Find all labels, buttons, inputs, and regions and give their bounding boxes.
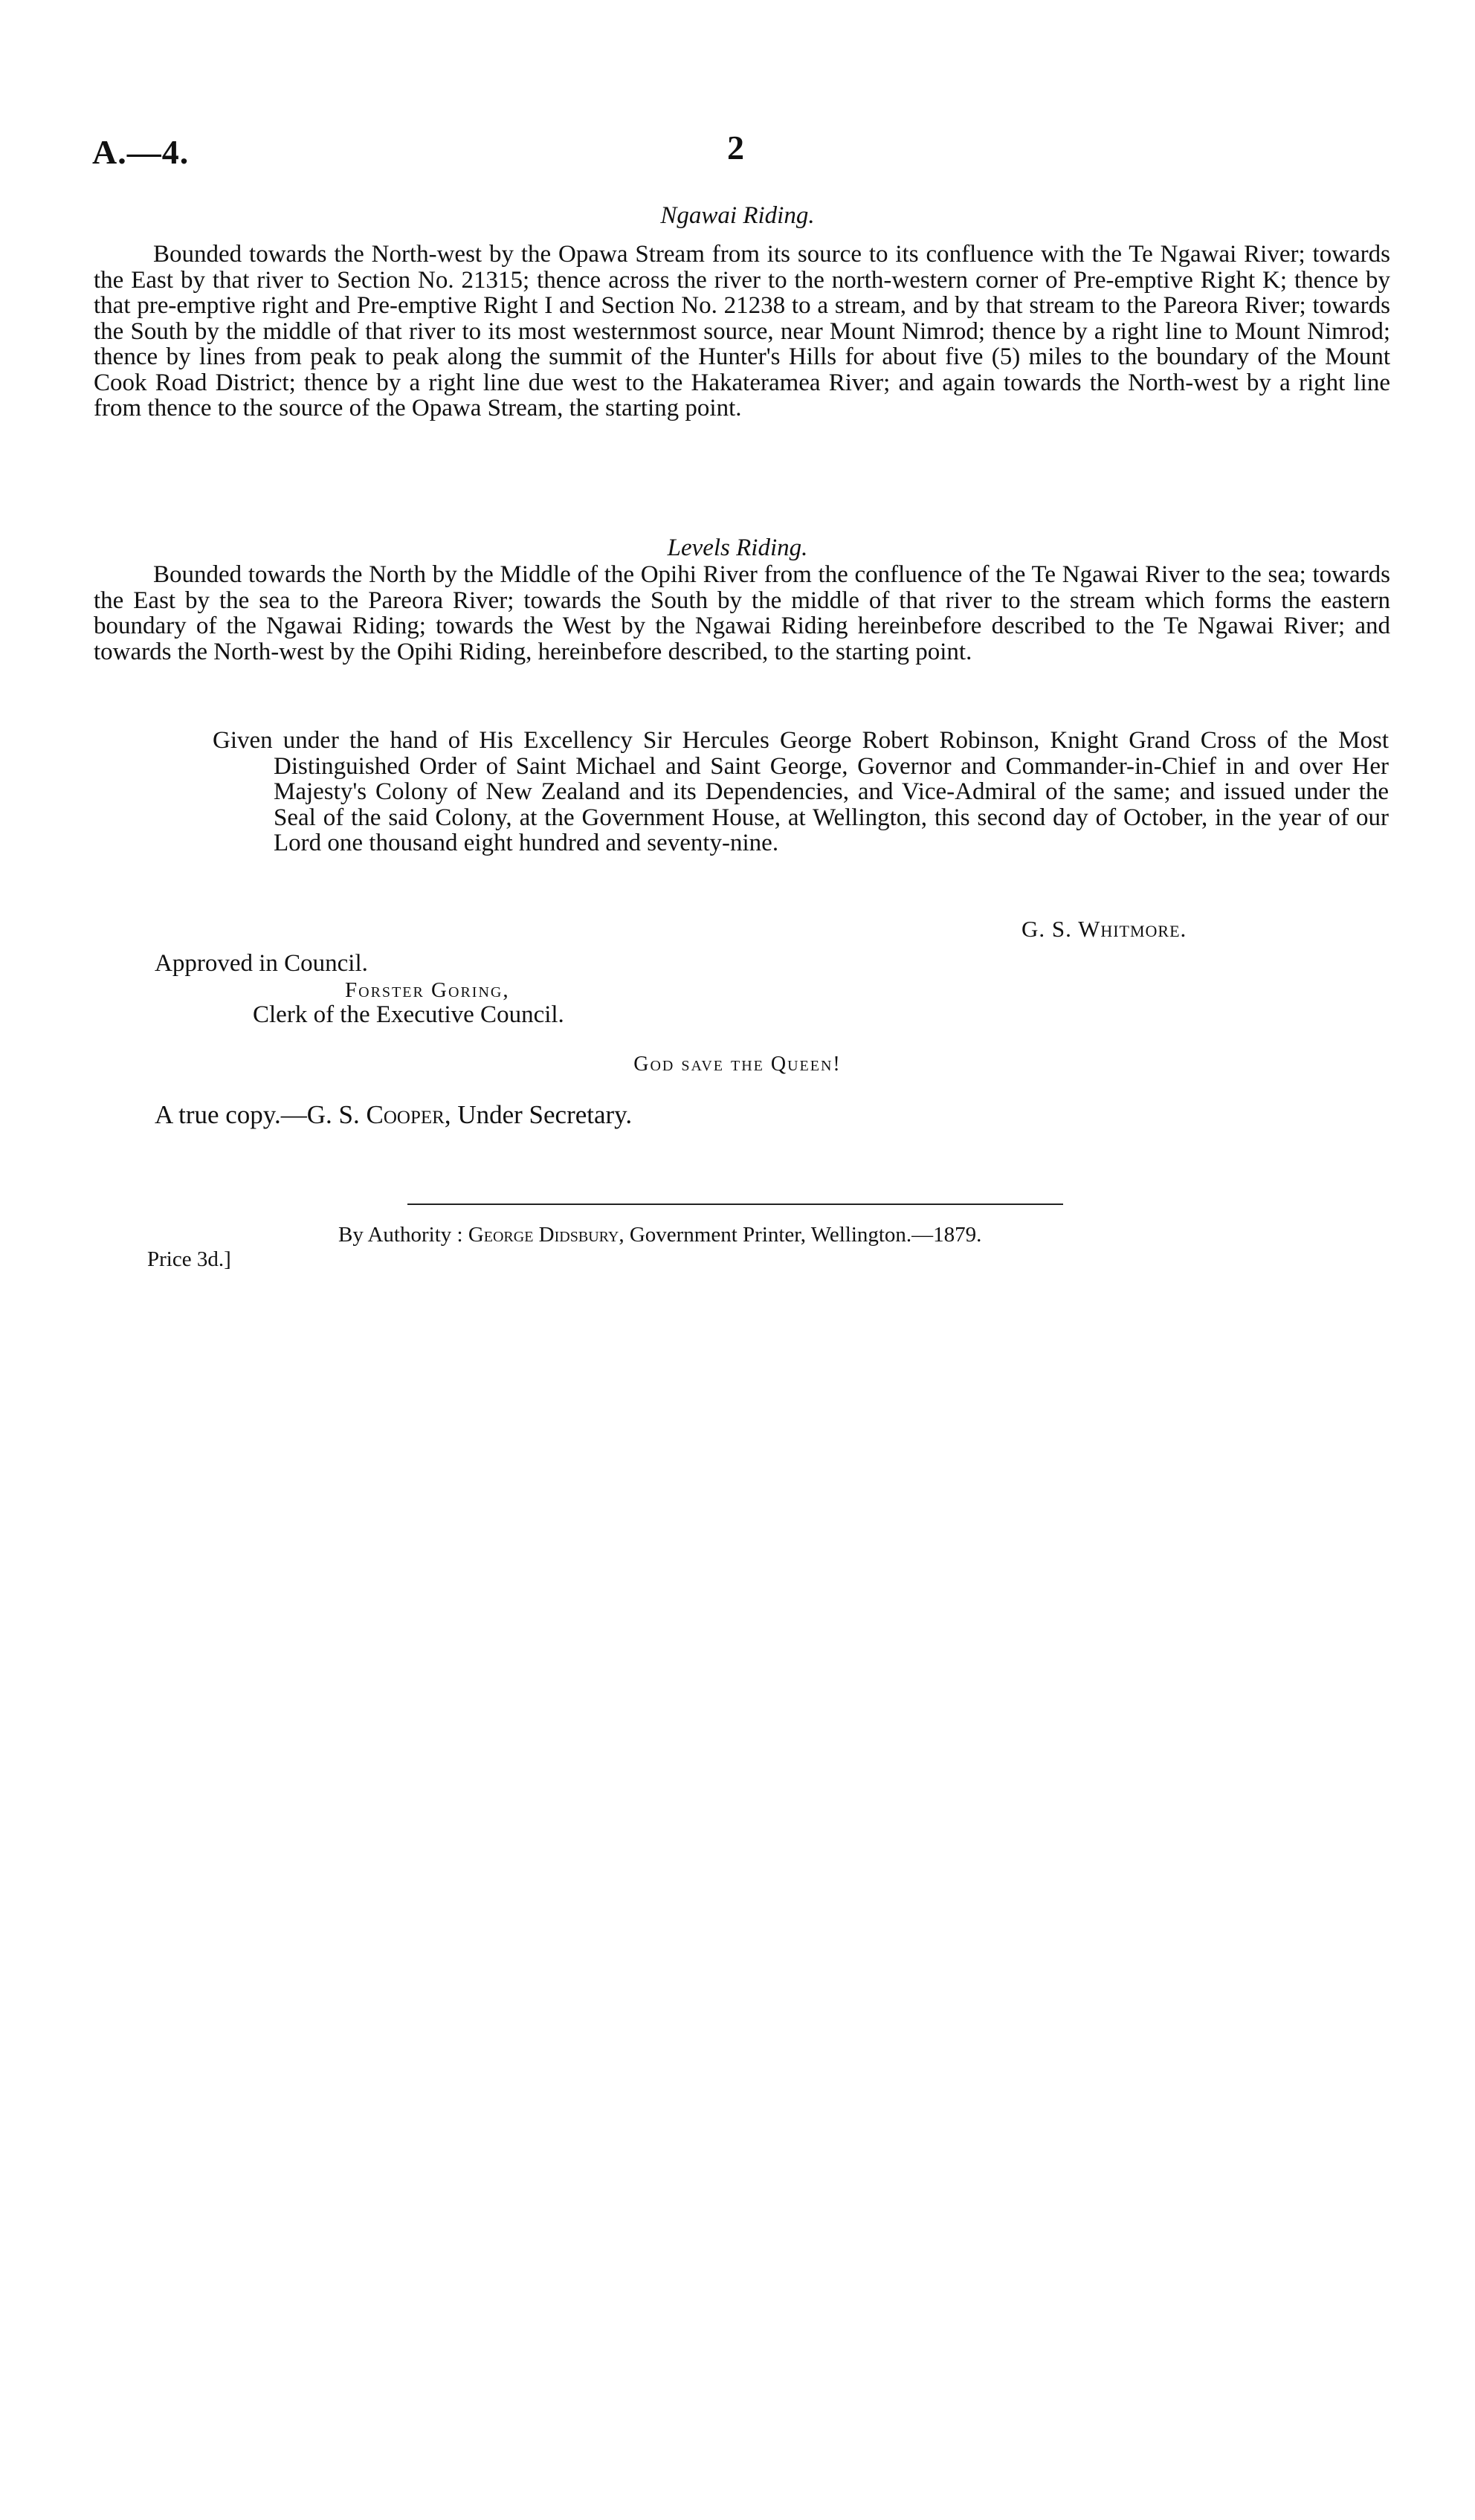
under-secretary-name: G. S. Cooper, [306, 1100, 451, 1129]
true-copy-suffix: Under Secretary. [451, 1100, 633, 1129]
section-text-levels: Bounded towards the North by the Middle of the Opihi River from the confluence of the Te Ngawai River to the sea; towards the East by the sea to the Pareora River; towards the South by the middle of that river to the stream which forms the eastern boundary of the Ngawai Riding; towards the West by the Ngawai Riding hereinbefore described to the Te Ngawai River; and towards the North-west by the Opihi Riding, hereinbefore described, to the starting point. [94, 561, 1390, 665]
section-title-levels: Levels Riding. [667, 534, 808, 561]
printer-authority [338, 1223, 981, 1247]
footer-divider [407, 1204, 1063, 1205]
printer-name: George Didsbury, [468, 1223, 624, 1247]
page-number: 2 [727, 129, 744, 167]
authority-suffix: Government Printer, Wellington.—1879. [624, 1223, 982, 1247]
clerk-title: Clerk of the Executive Council. [253, 1001, 564, 1028]
document-code: A.—4. [92, 133, 190, 171]
true-copy-line [155, 1100, 632, 1130]
given-under-hand-text: Given under the hand of His Excellency Sir Hercules George Robert Robinson, Knight Grand Cross of the Most Distinguished Order of Saint Michael and Saint George, Governor and Commander-in-Chief in and over Her Majesty's Colony of New Zealand and its Dependencies, and Vice-Admiral of the same; and issued under the Seal of the said Colony, at the Government House, at Wellington, this second day of October, in the year of our Lord one thousand eight hundred and seventy-nine. [213, 727, 1389, 856]
price-label: Price 3d.] [147, 1247, 231, 1271]
clerk-name: Forster Goring, [345, 978, 510, 1002]
authority-prefix: By Authority : [338, 1223, 468, 1247]
section-text-ngawai: Bounded towards the North-west by the Opawa Stream from its source to its confluence with the Te Ngawai River; towards the East by that river to Section No. 21315; thence across the river to the north-western corner of Pre-emptive Right K; thence by that pre-emptive right and Pre-emptive Right I and Section No. 21238 to a stream, and by that stream to the Pareora River; towards the South by the middle of that river to its most westernmost source, near Mount Nimrod; thence by a right line to Mount Nimrod; thence by lines from peak to peak along the summit of the Hunter's Hills for about five (5) miles to the boundary of the Mount Cook Road District; thence by a right line due west to the Hakateramea River; and again towards the North-west by a right line from thence to the source of the Opawa Stream, the starting point. [94, 241, 1390, 421]
approved-in-council: Approved in Council. [155, 950, 368, 977]
true-copy-prefix: A true copy.— [155, 1100, 307, 1129]
section-title-ngawai: Ngawai Riding. [660, 202, 815, 229]
god-save-the-queen: God save the Queen! [633, 1053, 842, 1076]
governor-signature: G. S. Whitmore. [1021, 916, 1187, 942]
